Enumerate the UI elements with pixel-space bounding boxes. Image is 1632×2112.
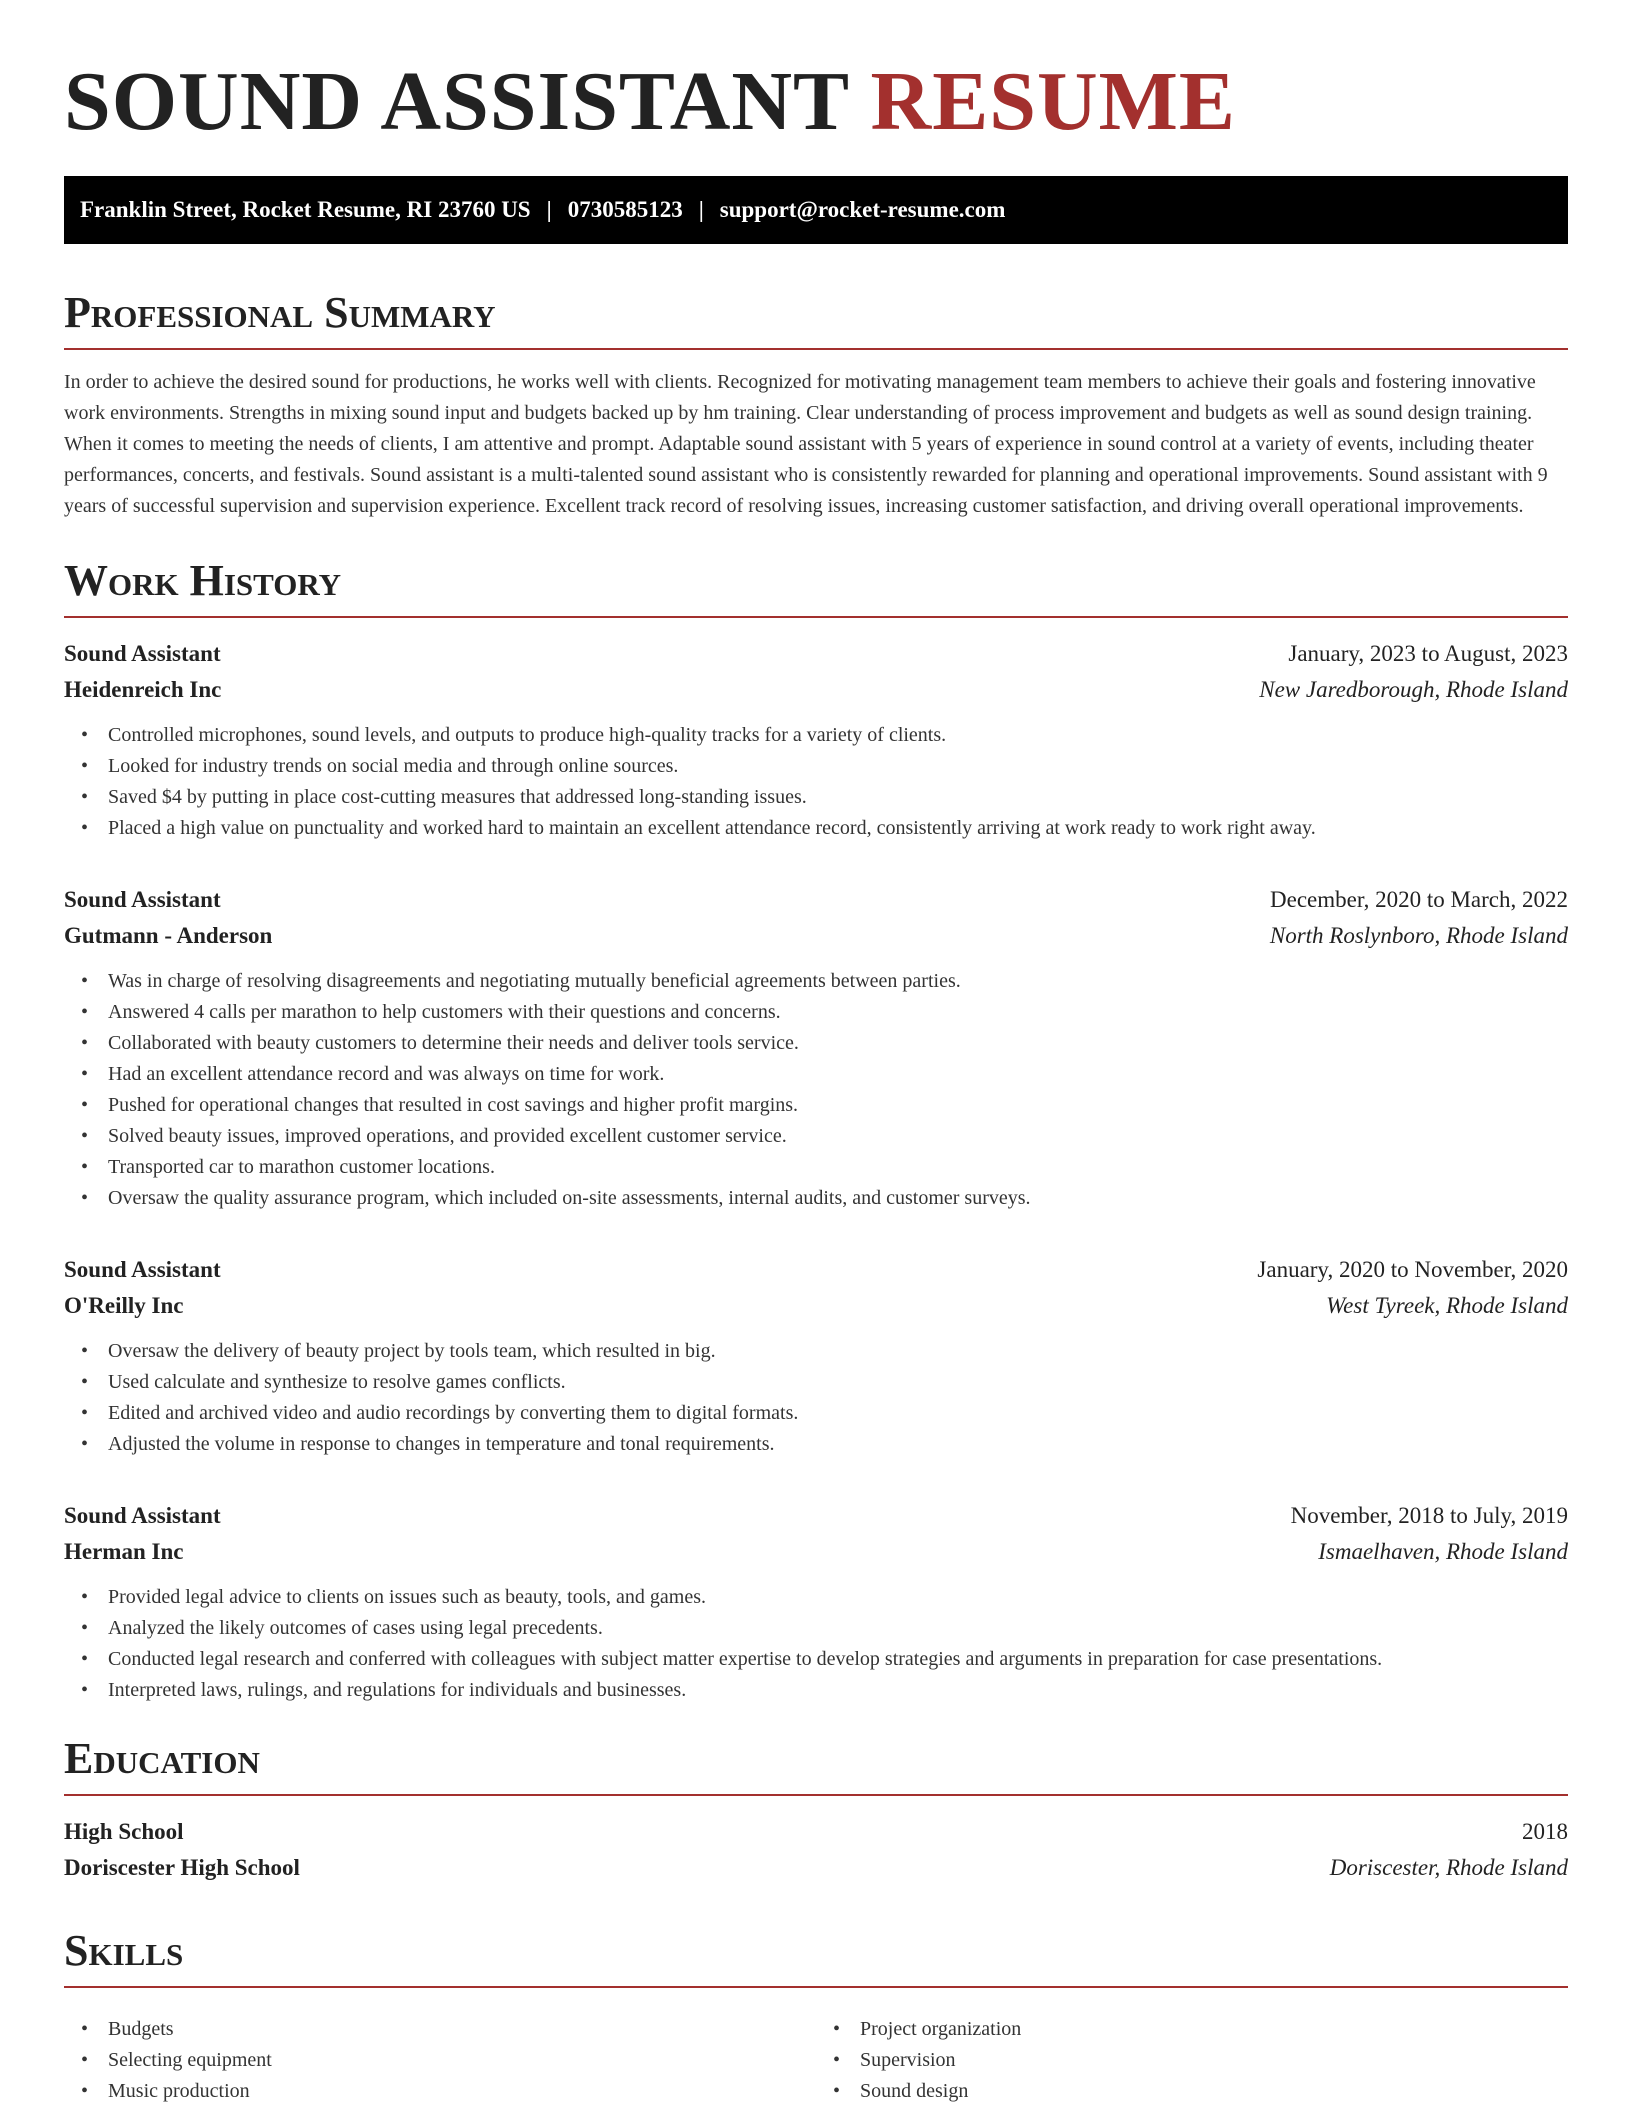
skills-list-left — [64, 2014, 816, 2107]
list-item: • Adjusted the volume in response to changes in temperature and tonal requirements. — [108, 1429, 1568, 1460]
job-title: Sound Assistant — [64, 641, 221, 666]
education-year: 2018 — [1522, 1819, 1568, 1844]
contact-separator: | — [546, 197, 552, 222]
education-school-row — [64, 1850, 1568, 1886]
education-school: Doriscester High School — [64, 1855, 300, 1880]
job-company-row — [64, 1288, 1568, 1324]
job-dates: January, 2023 to August, 2023 — [1288, 641, 1568, 666]
list-item: • Pushed for operational changes that resulted in cost savings and higher profit margins. — [108, 1090, 1568, 1121]
job-header-row — [64, 1498, 1568, 1534]
job-header-row — [64, 636, 1568, 672]
job-title: Sound Assistant — [64, 887, 221, 912]
skills-grid — [64, 2002, 1568, 2107]
job-company-row — [64, 1534, 1568, 1570]
list-item: • Edited and archived video and audio recordings by converting them to digital formats. — [108, 1398, 1568, 1429]
job-entry — [64, 1252, 1568, 1460]
list-item: • Had an excellent attendance record and was always on time for work. — [108, 1059, 1568, 1090]
job-location: North Roslynboro, Rhode Island — [1269, 923, 1568, 948]
skill-item: • Budgets — [108, 2014, 816, 2045]
list-item: • Collaborated with beauty customers to determine their needs and deliver tools service. — [108, 1028, 1568, 1059]
skill-item: • Project organization — [860, 2014, 1568, 2045]
list-item: • Provided legal advice to clients on issues such as beauty, tools, and games. — [108, 1582, 1568, 1613]
job-entry — [64, 882, 1568, 1214]
job-title: Sound Assistant — [64, 1257, 221, 1282]
work-history-section — [64, 556, 1568, 1706]
list-item: • Transported car to marathon customer locations. — [108, 1152, 1568, 1183]
section-heading: Work History — [64, 556, 1568, 618]
skills-list-right — [816, 2014, 1568, 2107]
list-item: • Analyzed the likely outcomes of cases using legal precedents. — [108, 1613, 1568, 1644]
job-location: New Jaredborough, Rhode Island — [1259, 677, 1568, 702]
job-dates: December, 2020 to March, 2022 — [1270, 887, 1568, 912]
contact-phone: 0730585123 — [567, 197, 683, 222]
job-entry — [64, 1498, 1568, 1706]
title-accent: RESUME — [870, 55, 1236, 148]
job-dates: November, 2018 to July, 2019 — [1290, 1503, 1568, 1528]
list-item: • Oversaw the delivery of beauty project by tools team, which resulted in big. — [108, 1336, 1568, 1367]
job-company: Herman Inc — [64, 1539, 184, 1564]
job-company: O'Reilly Inc — [64, 1293, 184, 1318]
education-header-row — [64, 1814, 1568, 1850]
list-item: • Placed a high value on punctuality and worked hard to maintain an excellent attendance record, consistently arriving at work ready to work right away. — [108, 813, 1568, 844]
job-header-row — [64, 1252, 1568, 1288]
education-degree: High School — [64, 1819, 184, 1844]
job-location: Ismaelhaven, Rhode Island — [1318, 1539, 1568, 1564]
list-item: • Oversaw the quality assurance program, which included on-site assessments, internal audits, and customer surveys. — [108, 1183, 1568, 1214]
skill-item: • Supervision — [860, 2045, 1568, 2076]
summary-text: In order to achieve the desired sound for productions, he works well with clients. Recognized for motivating management team members to achieve their goals and fostering innovative work environments. Strengths in mixing sound input and budgets backed up by hm training. Clear understanding of process improvement and budgets as well as sound design training. When it comes to meeting the needs of clients, I am attentive and prompt. Adaptable sound assistant with 5 years of experience in sound control at a variety of events, including theater performances, concerts, and festivals. Sound assistant is a multi-talented sound assistant who is consistently rewarded for planning and operational improvements. Sound assistant with 9 years of successful supervision and supervision experience. Excellent track record of resolving issues, increasing customer satisfaction, and driving overall operational improvements. — [64, 371, 1548, 517]
skill-item: • Sound design — [860, 2076, 1568, 2107]
job-header-row — [64, 882, 1568, 918]
list-item: • Interpreted laws, rulings, and regulations for individuals and businesses. — [108, 1675, 1568, 1706]
skill-item: • Selecting equipment — [108, 2045, 816, 2076]
education-section — [64, 1734, 1568, 1886]
list-item: • Was in charge of resolving disagreements and negotiating mutually beneficial agreements between parties. — [108, 966, 1568, 997]
section-heading: Professional Summary — [64, 288, 1568, 350]
contact-bar — [64, 176, 1568, 244]
job-company-row — [64, 672, 1568, 708]
list-item: • Used calculate and synthesize to resolve games conflicts. — [108, 1367, 1568, 1398]
section-heading: Skills — [64, 1926, 1568, 1988]
job-company: Heidenreich Inc — [64, 677, 222, 702]
job-bullets — [64, 1336, 1568, 1460]
job-location: West Tyreek, Rhode Island — [1326, 1293, 1568, 1318]
job-title: Sound Assistant — [64, 1503, 221, 1528]
education-entry — [64, 1814, 1568, 1886]
job-dates: January, 2020 to November, 2020 — [1257, 1257, 1568, 1282]
list-item: • Conducted legal research and conferred with colleagues with subject matter expertise to develop strategies and arguments in preparation for case presentations. — [108, 1644, 1568, 1675]
education-location: Doriscester, Rhode Island — [1329, 1855, 1568, 1880]
professional-summary-section — [64, 288, 1568, 522]
job-bullets — [64, 1582, 1568, 1706]
skills-section — [64, 1926, 1568, 2107]
list-item: • Saved $4 by putting in place cost-cutting measures that addressed long-standing issues. — [108, 782, 1568, 813]
contact-address: Franklin Street, Rocket Resume, RI 23760 US — [80, 197, 531, 222]
resume-title — [64, 0, 1568, 152]
list-item: • Looked for industry trends on social media and through online sources. — [108, 751, 1568, 782]
job-entry — [64, 636, 1568, 844]
contact-email[interactable]: support@rocket-resume.com — [719, 197, 1006, 222]
job-bullets — [64, 966, 1568, 1214]
job-company: Gutmann - Anderson — [64, 923, 273, 948]
list-item: • Controlled microphones, sound levels, and outputs to produce high-quality tracks for a variety of clients. — [108, 720, 1568, 751]
contact-separator: | — [698, 197, 704, 222]
list-item: • Answered 4 calls per marathon to help customers with their questions and concerns. — [108, 997, 1568, 1028]
list-item: • Solved beauty issues, improved operations, and provided excellent customer service. — [108, 1121, 1568, 1152]
section-heading: Education — [64, 1734, 1568, 1796]
job-company-row — [64, 918, 1568, 954]
skill-item: • Music production — [108, 2076, 816, 2107]
title-main: SOUND ASSISTANT — [64, 55, 849, 148]
job-bullets — [64, 720, 1568, 844]
